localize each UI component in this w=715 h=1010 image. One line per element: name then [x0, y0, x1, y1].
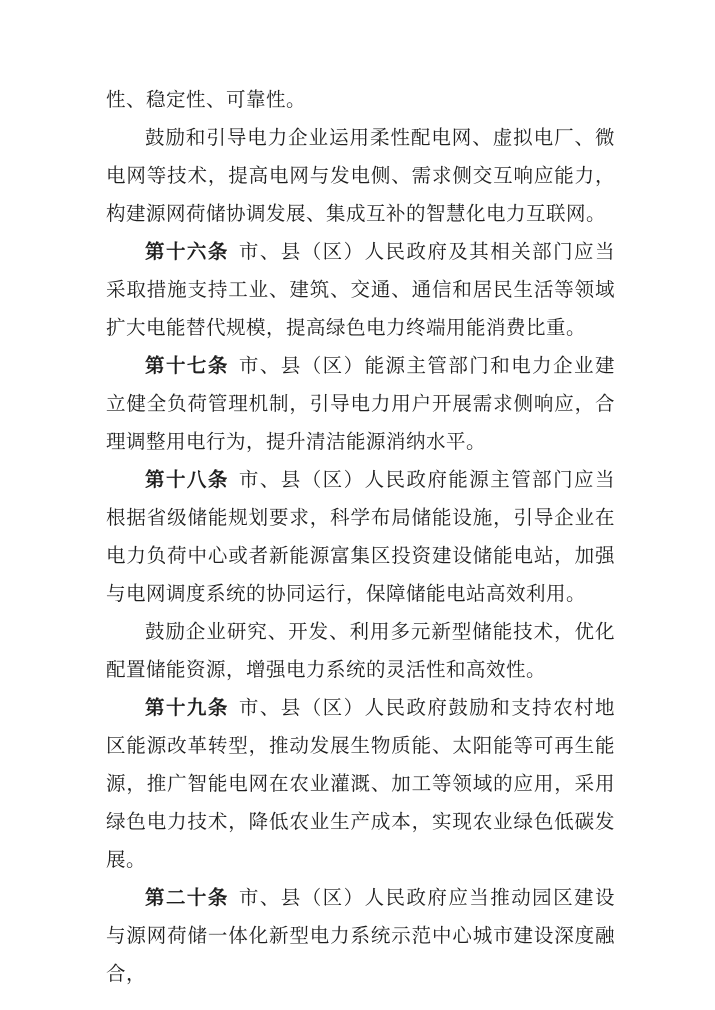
article-number: 第十六条 — [145, 241, 229, 263]
article-number: 第十九条 — [145, 697, 229, 719]
document-text-block — [106, 81, 615, 993]
article-number: 第二十条 — [145, 887, 229, 909]
article-number: 第十七条 — [145, 355, 229, 377]
paragraph-2 — [106, 119, 615, 233]
paragraph-text: 鼓励和引导电力企业运用柔性配电网、虚拟电厂、微电网等技术，提高电网与发电侧、需求侧交互响应能力，构建源网荷储协调发展、集成互补的智慧化电力互联网。 — [106, 127, 615, 225]
paragraph-6 — [106, 613, 615, 689]
paragraph-text: 市、县（区）人民政府应当推动园区建设与源网荷储一体化新型电力系统示范中心城市建设深度融合， — [106, 887, 615, 985]
paragraph-7-article-19 — [106, 689, 615, 879]
paragraph-5-article-18 — [106, 461, 615, 613]
paragraph-text: 市、县（区）能源主管部门和电力企业建立健全负荷管理机制，引导电力用户开展需求侧响应，合理调整用电行为，提升清洁能源消纳水平。 — [106, 355, 615, 453]
paragraph-text: 鼓励企业研究、开发、利用多元新型储能技术，优化配置储能资源，增强电力系统的灵活性和高效性。 — [106, 621, 615, 681]
paragraph-text: 性、稳定性、可靠性。 — [106, 89, 307, 111]
paragraph-8-article-20 — [106, 879, 615, 993]
paragraph-text: 市、县（区）人民政府及其相关部门应当采取措施支持工业、建筑、交通、通信和居民生活等领域扩大电能替代规模，提高绿色电力终端用能消费比重。 — [106, 241, 615, 339]
paragraph-4-article-17 — [106, 347, 615, 461]
paragraph-text: 市、县（区）人民政府能源主管部门应当根据省级储能规划要求，科学布局储能设施，引导企业在电力负荷中心或者新能源富集区投资建设储能电站，加强与电网调度系统的协同运行，保障储能电站高效利用。 — [106, 469, 615, 605]
paragraph-1 — [106, 81, 615, 119]
article-number: 第十八条 — [145, 469, 229, 491]
paragraph-3-article-16 — [106, 233, 615, 347]
paragraph-text: 市、县（区）人民政府鼓励和支持农村地区能源改革转型，推动发展生物质能、太阳能等可再生能源，推广智能电网在农业灌溉、加工等领域的应用，采用绿色电力技术，降低农业生产成本，实现农业绿色低碳发展。 — [106, 697, 615, 871]
